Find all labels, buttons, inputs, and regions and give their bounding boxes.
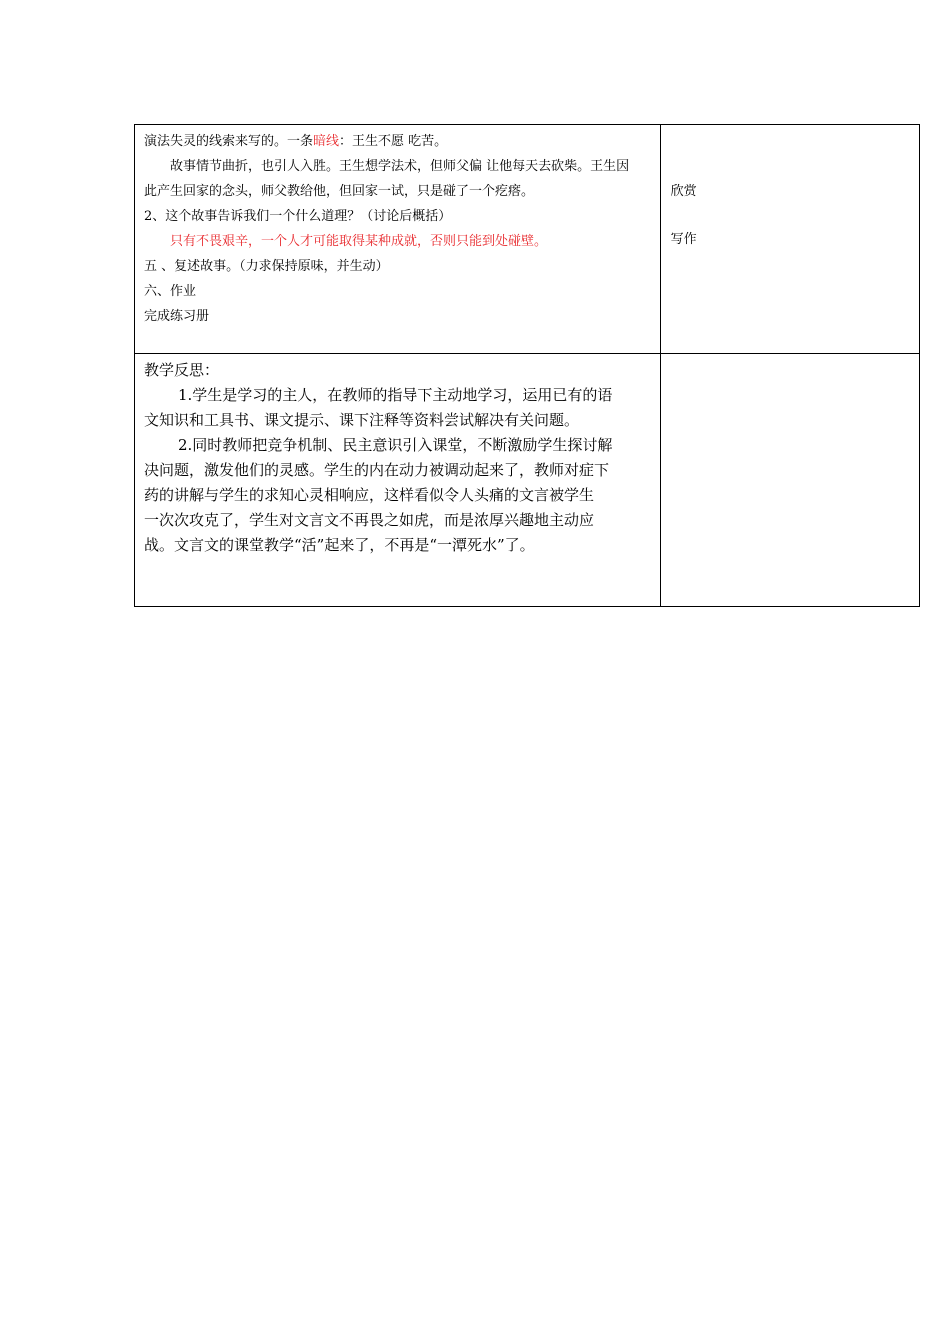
reflection-side-cell <box>660 354 919 607</box>
side-label-appreciate: 欣赏 <box>670 184 697 199</box>
reflection-p2-line4: 一次次攻克了，学生对文言文不再畏之如虎，而是浓厚兴趣地主动应 <box>144 511 595 529</box>
section-five-heading: 五 、复述故事。（力求保持原味，并生动） <box>144 259 389 274</box>
reflection-p2-line2: 决问题，激发他们的灵感。学生的内在动力被调动起来了，教师对症下 <box>144 461 610 479</box>
text-segment: ：王生不愿 吃苦。 <box>339 134 448 149</box>
reflection-p1-line2: 文知识和工具书、课文提示、课下注释等资料尝试解决有关问题。 <box>144 411 580 429</box>
side-label-writing: 写作 <box>670 232 697 247</box>
text-line-1 <box>144 129 654 154</box>
reflection-p2-line1: 2.同时教师把竞争机制、民主意识引入课堂，不断激励学生探讨解 <box>178 436 613 454</box>
section-six-heading: 六、作业 <box>144 284 197 299</box>
side-notes-cell <box>660 125 919 354</box>
lesson-plan-table <box>134 124 920 607</box>
reflection-p1-line1: 1.学生是学习的主人，在教师的指导下主动地学习，运用已有的语 <box>178 386 613 404</box>
reflection-p2-line3: 药的讲解与学生的求知心灵相响应，这样看似令人头痛的文言被学生 <box>144 486 595 504</box>
reflection-title: 教学反思： <box>144 361 220 379</box>
text-segment: 演法失灵的线索来写的。一条 <box>144 134 314 149</box>
reflection-cell <box>135 354 661 607</box>
lesson-content-row <box>135 125 920 354</box>
highlight-text: 暗线 <box>313 134 340 149</box>
text-line-2: 故事情节曲折，也引人入胜。王生想学法术，但师父偏 让他每天去砍柴。王生因 <box>170 159 630 174</box>
reflection-p2-line5: 战。文言文的课堂教学“活”起来了，不再是“一潭死水”了。 <box>144 536 535 554</box>
answer-line: 只有不畏艰辛，一个人才可能取得某种成就，否则只能到处碰壁。 <box>170 234 548 249</box>
homework-line: 完成练习册 <box>144 309 210 324</box>
reflection-row <box>135 354 920 607</box>
lesson-content-cell <box>135 125 661 354</box>
question-line: 2、这个故事告诉我们一个什么道理？（讨论后概括） <box>144 209 452 224</box>
text-line-3: 此产生回家的念头，师父教给他，但回家一试，只是碰了一个疙瘩。 <box>144 184 535 199</box>
